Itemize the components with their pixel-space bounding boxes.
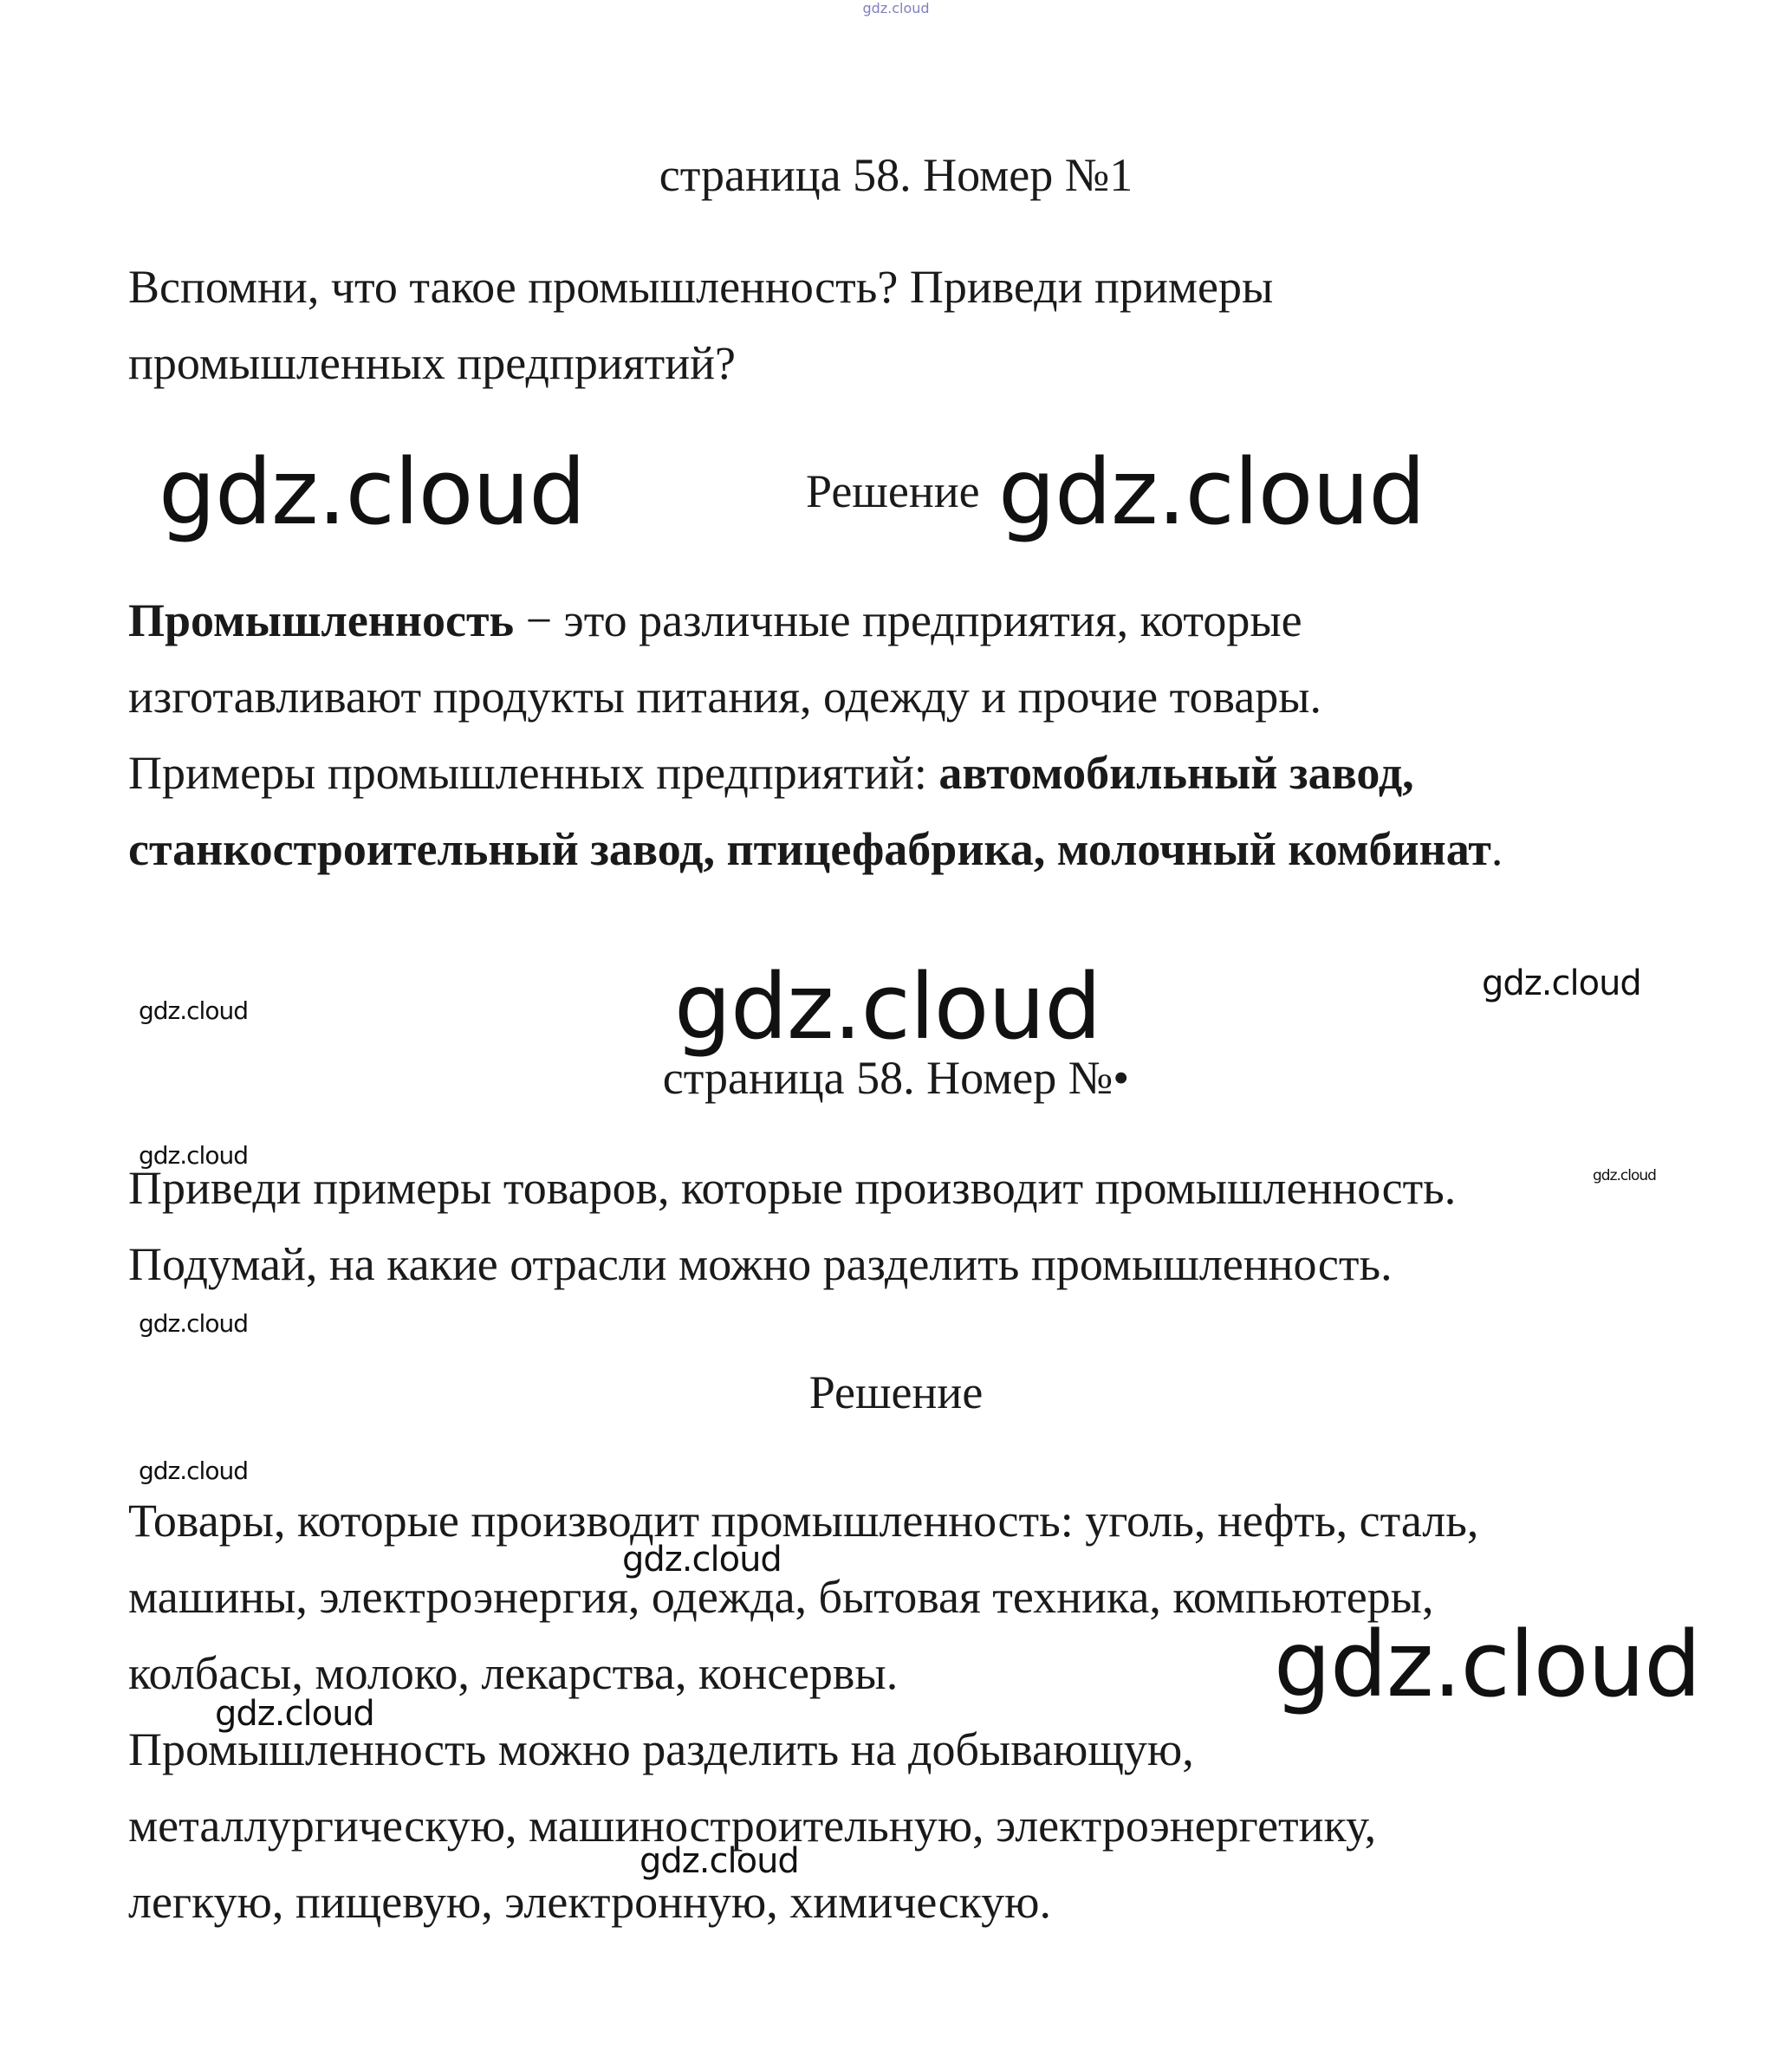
task2-answer-line: металлургическую, машиностроительную, электроэнергетику, bbox=[128, 1800, 1377, 1852]
task2-answer-line: Промышленность можно разделить на добывающую, bbox=[128, 1723, 1194, 1775]
task1-answer-line: изготавливают продукты питания, одежду и прочие товары. bbox=[128, 671, 1322, 723]
watermark-large: gdz.cloud bbox=[159, 439, 586, 545]
task1-answer-line bbox=[128, 582, 1688, 658]
task1-answer-line bbox=[128, 735, 1688, 811]
task1-heading: страница 58. Номер №1 bbox=[659, 149, 1133, 201]
task2-question-line: Подумай, на какие отрасли можно разделить промышленность. bbox=[128, 1238, 1393, 1290]
watermark-medium: gdz.cloud bbox=[640, 1841, 799, 1881]
watermark-medium: gdz.cloud bbox=[215, 1694, 374, 1734]
top-watermark: gdz.cloud bbox=[862, 0, 930, 16]
task2-heading: страница 58. Номер №• bbox=[662, 1052, 1130, 1104]
watermark-small: gdz.cloud bbox=[139, 1141, 248, 1170]
task2-answer-line: колбасы, молоко, лекарства, консервы. bbox=[128, 1647, 899, 1699]
watermark-small: gdz.cloud bbox=[139, 1456, 248, 1485]
task2-answer-line: легкую, пищевую, электронную, химическую. bbox=[128, 1876, 1051, 1928]
examples-intro: Примеры промышленных предприятий: bbox=[128, 747, 939, 799]
watermark-medium: gdz.cloud bbox=[622, 1540, 782, 1580]
examples-end: . bbox=[1490, 823, 1503, 875]
task2-question-line: Приведи примеры товаров, которые производит промышленность. bbox=[128, 1162, 1457, 1214]
task1-question-line: Вспомни, что такое промышленность? Приведи примеры bbox=[128, 261, 1274, 313]
task2-question bbox=[128, 1150, 1688, 1302]
task2-answer-line: Товары, которые производит промышленность: уголь, нефть, сталь, bbox=[128, 1495, 1479, 1547]
task2-solution-label: Решение bbox=[808, 1366, 984, 1418]
task1-question bbox=[128, 249, 1688, 401]
task1-solution-label: Решение bbox=[806, 465, 980, 517]
watermark-large: gdz.cloud bbox=[1274, 1612, 1701, 1717]
watermark-large: gdz.cloud bbox=[674, 954, 1101, 1060]
task2-answer-line: машины, электроэнергия, одежда, бытовая техника, компьютеры, bbox=[128, 1571, 1434, 1623]
examples-bold: станкостроительный завод, птицефабрика, молочный комбинат bbox=[128, 823, 1491, 875]
term-industry: Промышленность bbox=[128, 594, 515, 646]
watermark-small: gdz.cloud bbox=[139, 996, 248, 1025]
definition-text: − это различные предприятия, которые bbox=[514, 594, 1302, 646]
watermark-tiny: gdz.cloud bbox=[1593, 1167, 1656, 1184]
watermark-medium: gdz.cloud bbox=[1482, 963, 1641, 1003]
examples-bold: автомобильный завод, bbox=[938, 747, 1414, 799]
task1-answer-line bbox=[128, 811, 1688, 887]
watermark-large: gdz.cloud bbox=[998, 439, 1425, 545]
task1-question-line: промышленных предприятий? bbox=[128, 337, 737, 389]
watermark-small: gdz.cloud bbox=[139, 1309, 248, 1338]
task1-answer bbox=[128, 582, 1688, 887]
